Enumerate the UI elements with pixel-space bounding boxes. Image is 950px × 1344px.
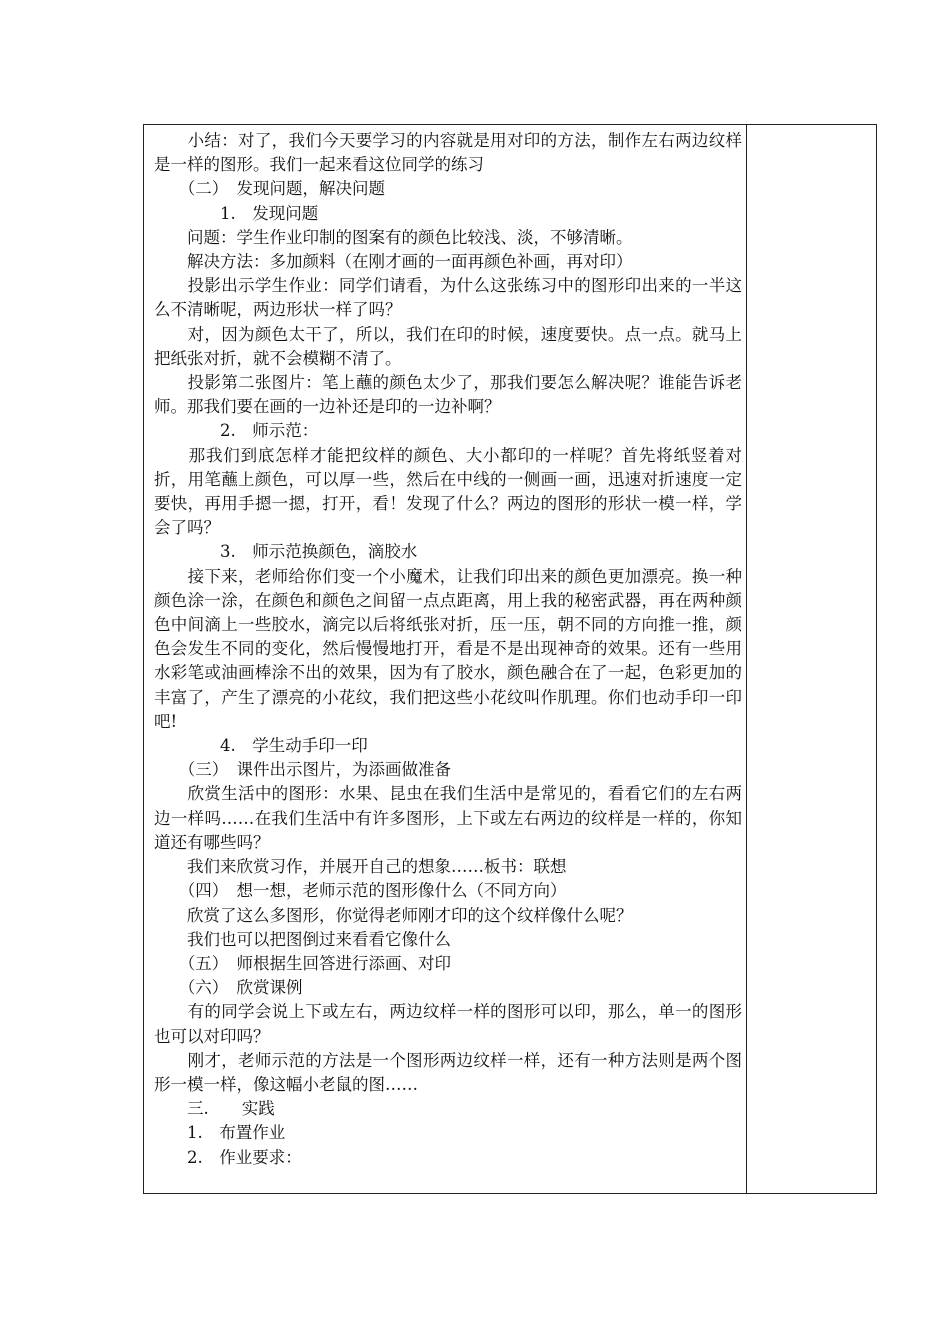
- paragraph: （四） 想一想，老师示范的图形像什么（不同方向）: [154, 881, 567, 901]
- column-divider: [746, 125, 747, 1193]
- paragraph: 刚才，老师示范的方法是一个图形两边纹样一样，还有一种方法则是两个图形一模一样，像这幅小老鼠的图……: [154, 1050, 742, 1094]
- paragraph: 小结：对了，我们今天要学习的内容就是用对印的方法，制作左右两边纹样是一样的图形。我们一起来看这位同学的练习: [154, 131, 742, 175]
- paragraph: 我们来欣赏习作，并展开自己的想象……板书：联想: [154, 857, 567, 877]
- paragraph: 3. 师示范换颜色，滴胶水: [154, 542, 418, 562]
- paragraph: 投影出示学生作业：同学们请看，为什么这张练习中的图形印出来的一半这么不清晰呢，两边形状一样了吗？: [154, 276, 742, 320]
- paragraph: 我们也可以把图倒过来看看它像什么: [154, 929, 451, 949]
- paragraph: （五） 师根据生回答进行添画、对印: [154, 953, 451, 973]
- paragraph: 那我们到底怎样才能把纹样的颜色、大小都印的一样呢？首先将纸竖着对折，用笔蘸上颜色，可以厚一些，然后在中线的一侧画一画，迅速对折速度一定要快，再用手摁一摁，打开，看！发现了什么？两边的图形的形状一模一样，学会了吗？: [154, 445, 742, 538]
- paragraph: 2. 作业要求：: [154, 1147, 302, 1167]
- lesson-content: [154, 129, 742, 1170]
- paragraph: 三. 实践: [154, 1099, 275, 1119]
- paragraph: 欣赏生活中的图形：水果、昆虫在我们生活中是常见的，看看它们的左右两边一样吗……在我们生活中有许多图形，上下或左右两边的纹样是一样的，你知道还有哪些吗？: [154, 784, 742, 852]
- paragraph: 解决方法：多加颜料（在刚才画的一面再颜色补画，再对印）: [154, 252, 633, 272]
- paragraph: （二） 发现问题，解决问题: [154, 179, 385, 199]
- paragraph: 1. 布置作业: [154, 1123, 286, 1143]
- paragraph: 2. 师示范：: [154, 421, 319, 441]
- paragraph: （三） 课件出示图片，为添画做准备: [154, 760, 451, 780]
- paragraph: 有的同学会说上下或左右，两边纹样一样的图形可以印，那么，单一的图形也可以对印吗？: [154, 1002, 742, 1046]
- paragraph: （六） 欣赏课例: [154, 978, 303, 998]
- paragraph: 欣赏了这么多图形，你觉得老师刚才印的这个纹样像什么呢？: [154, 905, 633, 925]
- paragraph: 4. 学生动手印一印: [154, 736, 368, 756]
- paragraph: 问题：学生作业印制的图案有的颜色比较浅、淡，不够清晰。: [154, 227, 633, 247]
- paragraph: 接下来，老师给你们变一个小魔术，让我们印出来的颜色更加漂亮。换一种颜色涂一涂，在颜色和颜色之间留一点点距离，用上我的秘密武器，再在两种颜色中间滴上一些胶水，滴完以后将纸张对折，压一压，朝不同的方向推一推，颜色会发生不同的变化，然后慢慢地打开，看是不是出现神奇的效果。还有一些用水彩笔或油画棒涂不出的效果，因为有了胶水，颜色融合在了一起，色彩更加的丰富了，产生了漂亮的小花纹，我们把这些小花纹叫作肌理。你们也动手印一印吧!: [154, 566, 742, 731]
- paragraph: 投影第二张图片：笔上蘸的颜色太少了，那我们要怎么解决呢？谁能告诉老师。那我们要在画的一边补还是印的一边补啊？: [154, 373, 742, 417]
- paragraph: 1. 发现问题: [154, 203, 319, 223]
- paragraph: 对，因为颜色太干了，所以，我们在印的时候，速度要快。点一点。就马上把纸张对折，就不会模糊不清了。: [154, 324, 742, 368]
- lesson-table: [143, 124, 877, 1194]
